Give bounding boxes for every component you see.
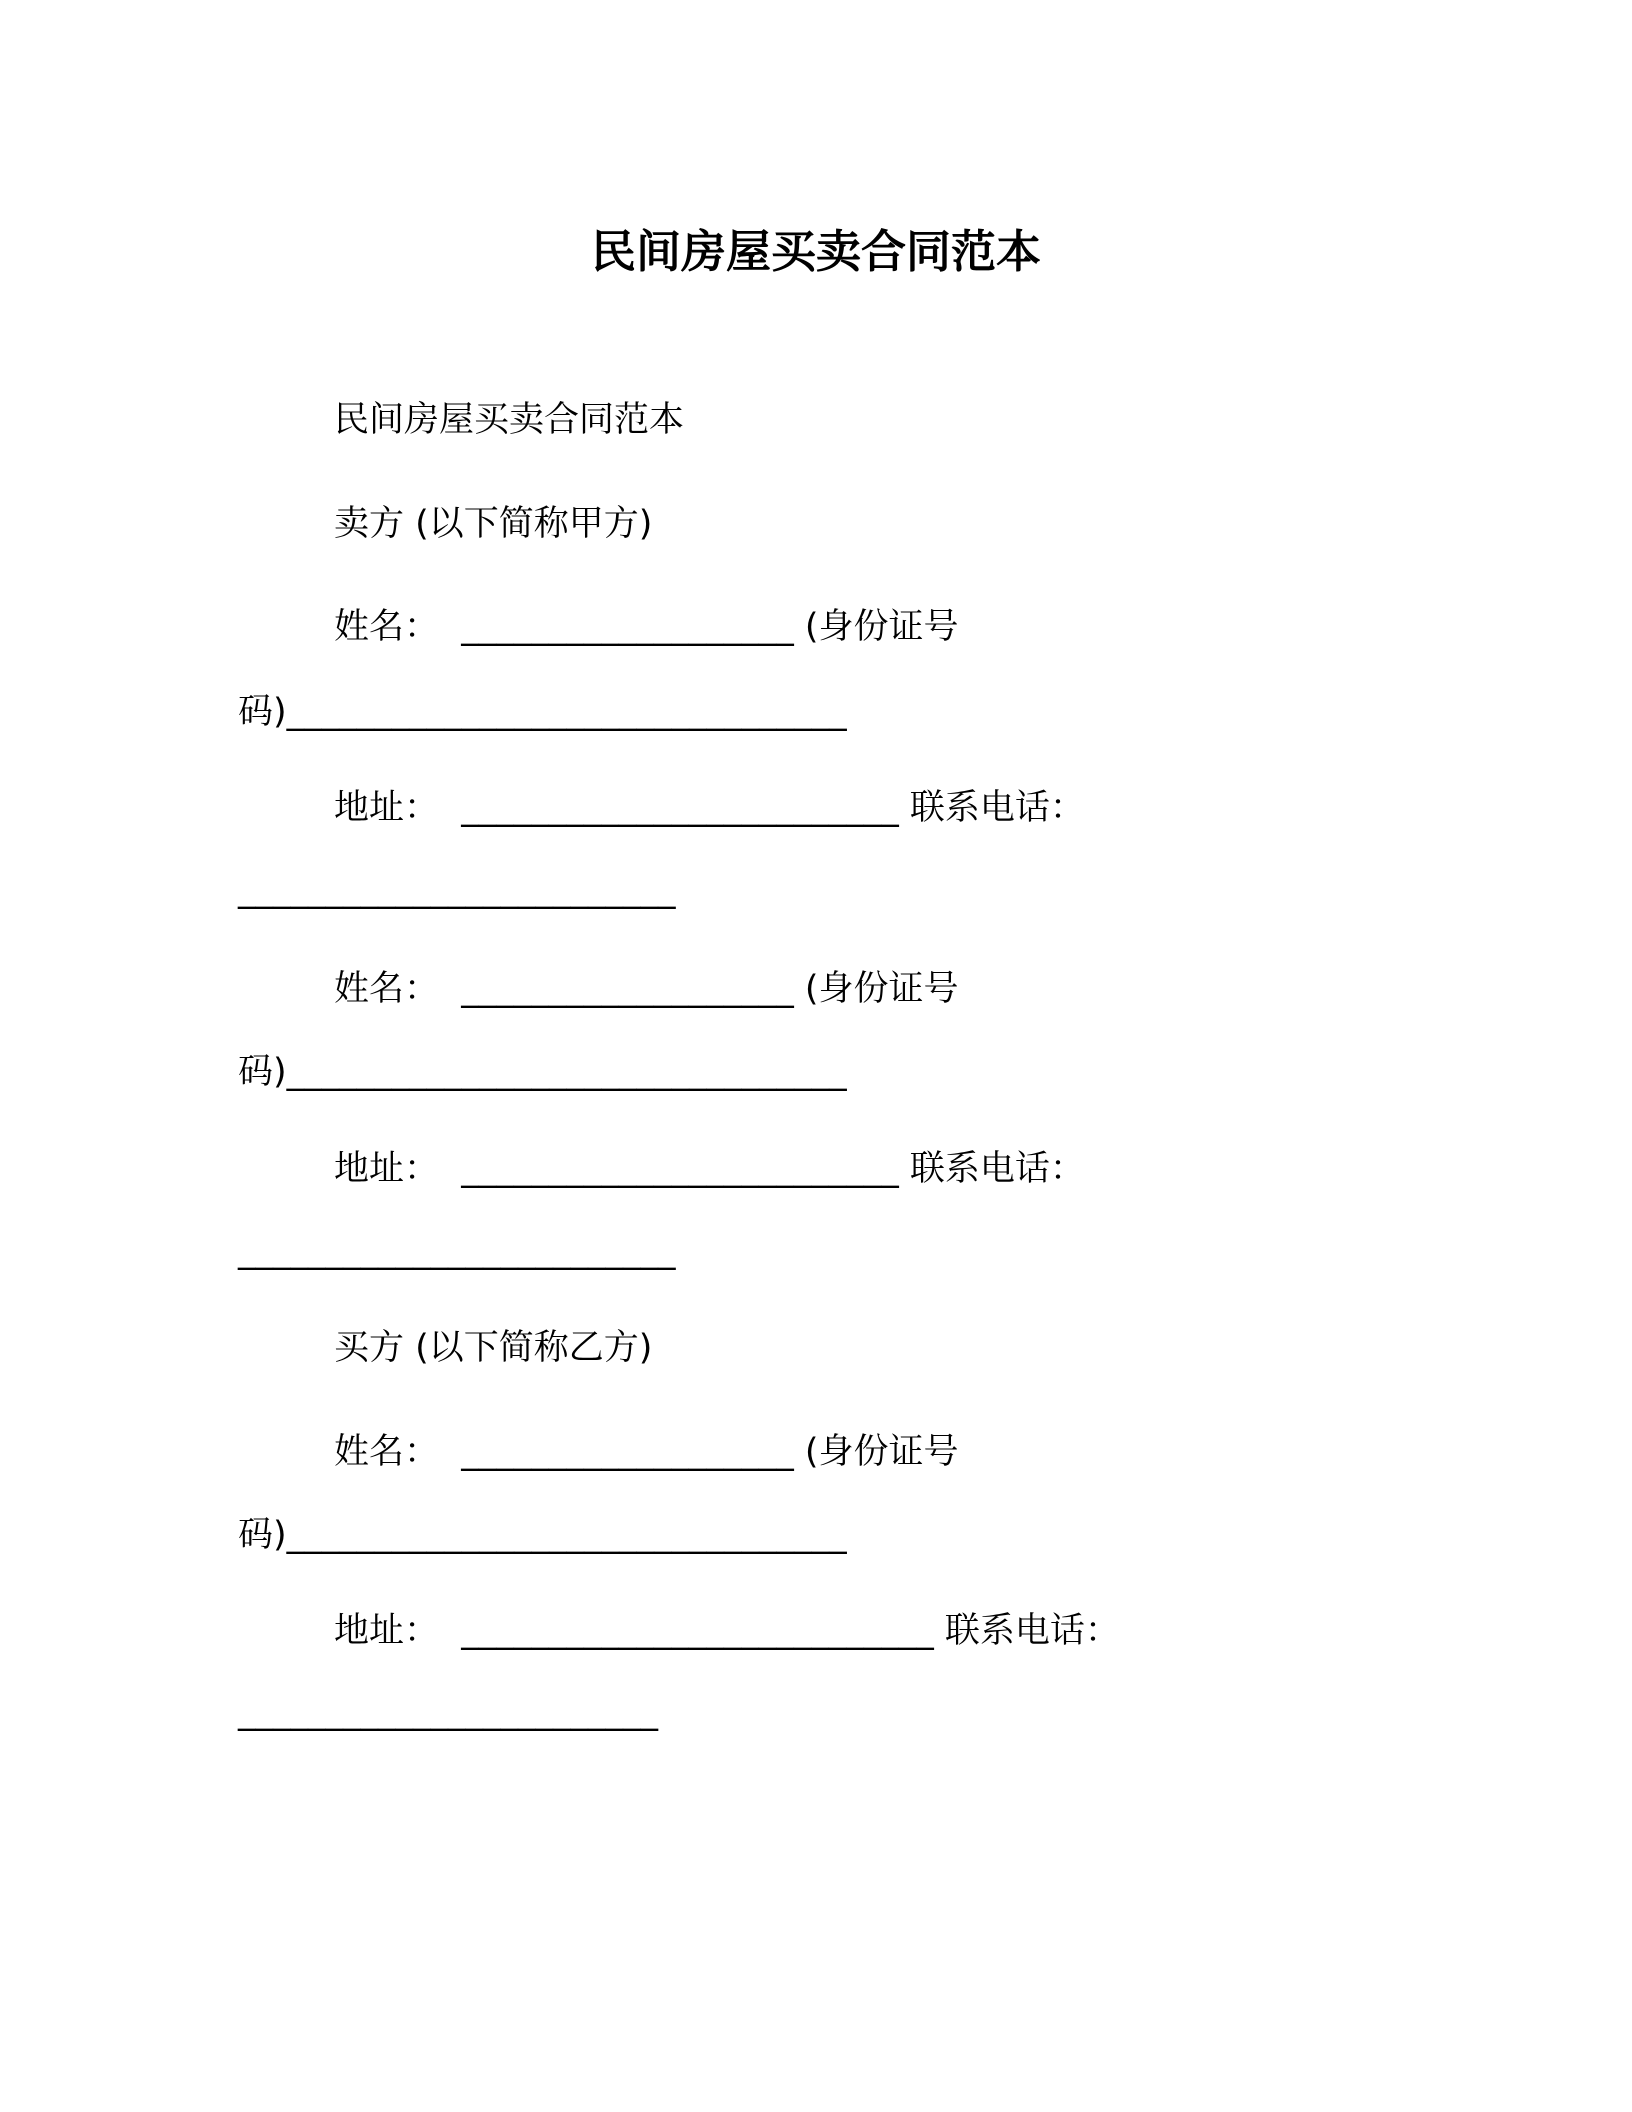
- buyer-heading: 买方 (以下简称乙方): [334, 1328, 653, 1368]
- buyer1-phone-line: ________________________: [238, 1692, 658, 1732]
- document-title: 民间房屋买卖合同范本: [590, 225, 1041, 278]
- seller1-address-line: 地址： _________________________ 联系电话：: [334, 788, 1085, 828]
- seller2-phone-line: _________________________: [238, 1231, 676, 1271]
- buyer1-address-line: 地址： ___________________________ 联系电话：: [334, 1611, 1120, 1651]
- seller2-id-line: 码)________________________________: [238, 1052, 847, 1092]
- seller1-phone-line: _________________________: [238, 870, 676, 910]
- seller2-address-line: 地址： _________________________ 联系电话：: [334, 1149, 1085, 1189]
- seller1-name-line: 姓名： ___________________ (身份证号: [334, 607, 959, 647]
- seller1-id-line: 码)________________________________: [238, 692, 847, 732]
- seller-heading: 卖方 (以下简称甲方): [334, 504, 653, 544]
- buyer1-name-line: 姓名： ___________________ (身份证号: [334, 1432, 959, 1472]
- document-subtitle: 民间房屋买卖合同范本: [334, 400, 685, 440]
- buyer1-id-line: 码)________________________________: [238, 1515, 847, 1555]
- seller2-name-line: 姓名： ___________________ (身份证号: [334, 969, 959, 1009]
